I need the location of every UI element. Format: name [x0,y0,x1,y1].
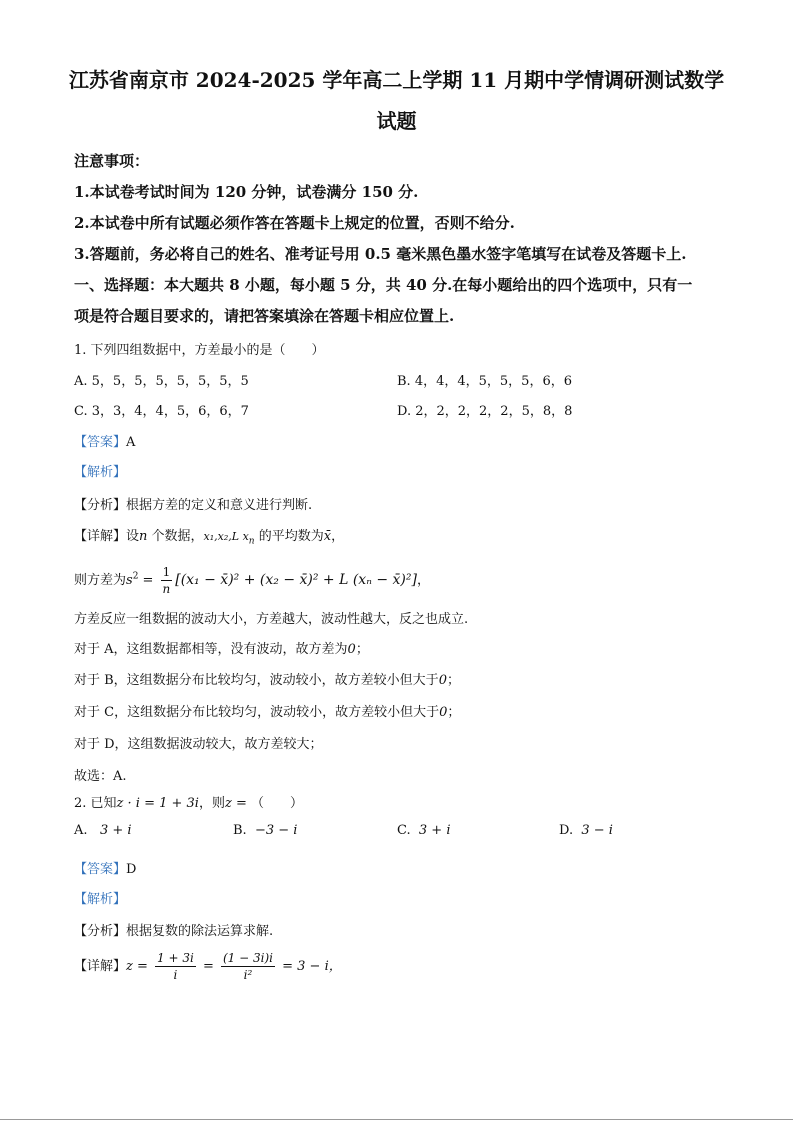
notice-item-2: 2.本试卷中所有试题必须作答在答题卡上规定的位置，否则不给分. [74,214,515,232]
detail-text: ， [331,529,345,544]
q1-fenxi [74,494,312,513]
option-label: C. [397,823,411,838]
math-n: n [139,529,148,544]
math-subscript: n [248,536,255,547]
q1-explain-b [74,669,460,688]
explain-punct: ； [355,642,369,657]
q1-answer [74,431,135,450]
fenxi-text: 根据复数的除法运算求解. [126,924,274,939]
option-value: −3 − i [254,823,298,838]
variance-prefix: 则方差为 [74,573,127,588]
q1-detail [74,525,344,547]
q2-expression: z · i = 1 + 3i [116,796,199,811]
answer-value: A [126,435,136,450]
q1-analysis-tag: 【解析】 [74,465,127,480]
detail-tag: 【详解】 [74,529,127,544]
q1-explain-d: 对于 D，这组数据波动较大，故方差较大； [74,737,323,752]
q2-z: z = [224,796,251,811]
option-value: 3 + i [418,823,451,838]
q1-explain-a [74,638,369,657]
q2-option-c [397,823,450,838]
detail-text: 的平均数为 [254,529,324,544]
math-data-list: x₁,x₂,L x [203,530,249,543]
option-value: 3 − i [581,823,613,838]
math-z: z = [126,959,153,974]
math-zero: 0 [347,642,356,657]
section-instruction-line1: 一、选择题：本大题共 8 小题，每小题 5 分，共 40 分.在每小题给出的四个选项中，只有一 [74,276,693,294]
variance-body: [(x₁ − x̄)² + (x₂ − x̄)² + L (xₙ − x̄)²] [175,572,417,588]
q1-option-c: C. 3，3，4，4，5，6，6，7 [74,404,249,419]
option-value: 3 + i [99,823,132,838]
q1-explain-1: 方差反应一组数据的波动大小，方差越大，波动性越大，反之也成立. [74,612,469,627]
notice-item-3: 3.答题前，务必将自己的姓名、准考证号用 0.5 毫米黑色墨水签字笔填写在试卷及答题卡上. [74,245,687,263]
explain-text: 对于 B，这组数据分布比较均匀，波动较小，故方差较小但大于 [74,673,439,688]
notice-heading: 注意事项： [74,152,150,170]
answer-tag: 【答案】 [74,435,127,450]
option-label: A. [74,823,88,838]
fenxi-tag: 【分析】 [74,498,127,513]
frac-den: n [162,582,171,596]
q1-option-a: A. 5，5，5，5，5，5，5，5 [74,374,249,389]
variance-suffix: ， [416,573,430,588]
math-result: = 3 − i， [278,959,342,974]
detail-text: 设 [126,529,140,544]
answer-value: D [126,862,137,877]
q2-fenxi [74,920,273,939]
frac-num: 1 [162,565,171,579]
q1-choose: 故选：A. [74,769,127,784]
page-title: 江苏省南京市 2024-2025 学年高二上学期 11 月期中学情调研测试数学 [68,68,725,92]
answer-tag: 【答案】 [74,862,127,877]
frac-den: i [173,968,178,982]
q2-stem-paren: （ ） [251,796,304,811]
q1-stem: 1. 下列四组数据中，方差最小的是（ ） [74,343,325,358]
page-bottom-divider [0,1119,793,1120]
option-label: B. [233,823,247,838]
q1-variance-formula: 则方差为$s^2$ = $\frac{1}{n}$ [(x₁ − x̄)² + (x₂ − x̄)² + L (xₙ − x̄)²]， [74,565,430,596]
q2-stem-text: ，则 [198,796,225,811]
frac-num: (1 − 3i)i [223,951,273,965]
frac-num: 1 + 3i [157,951,194,965]
fraction-2 [221,952,275,981]
q2-option-b [233,823,297,838]
explain-punct: ； [447,705,461,720]
q1-option-d: D. 2，2，2，2，2，5，8，8 [397,404,573,419]
fenxi-tag: 【分析】 [74,924,127,939]
fenxi-text: 根据方差的定义和意义进行判断. [126,498,313,513]
q1-explain-c [74,701,460,720]
q2-analysis-tag: 【解析】 [74,892,127,907]
section-instruction-line2: 项是符合题目要求的，请把答案填涂在答题卡相应位置上. [74,307,455,325]
explain-punct: ； [446,673,460,688]
math-s: s [126,573,133,588]
q2-answer [74,858,136,877]
q2-option-d [559,823,613,838]
frac-den: i² [243,968,253,982]
q2-detail [74,952,342,981]
q1-option-b: B. 4，4，4，5，5，5，6，6 [397,374,572,389]
detail-tag: 【详解】 [74,959,127,974]
math-equals: = [138,573,158,588]
option-label: D. [559,823,574,838]
explain-text: 对于 C，这组数据分布比较均匀，波动较小，故方差较小但大于 [74,705,440,720]
fraction-1 [155,952,196,981]
q2-option-a [74,823,132,838]
page-title-line2: 试题 [376,109,417,133]
math-mean: x̄ [323,529,332,544]
q2-stem-text: 2. 已知 [74,796,117,811]
detail-text: 个数据， [147,529,204,544]
q2-stem [74,792,303,811]
math-equals: = [198,959,218,974]
math-zero: 0 [439,705,448,720]
notice-item-1: 1.本试卷考试时间为 120 分钟，试卷满分 150 分. [74,183,419,201]
math-zero: 0 [438,673,447,688]
fraction-1-over-n [161,566,173,595]
explain-text: 对于 A，这组数据都相等，没有波动，故方差为 [74,642,348,657]
